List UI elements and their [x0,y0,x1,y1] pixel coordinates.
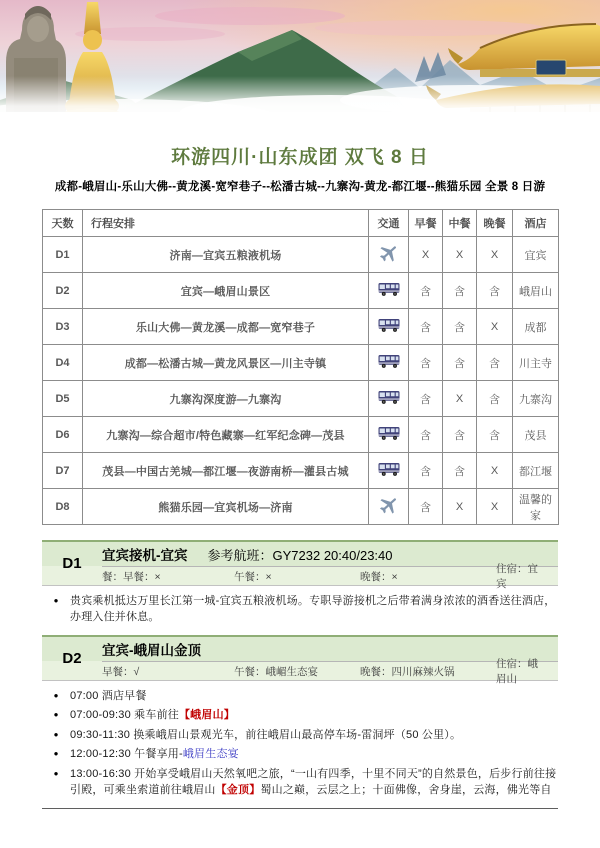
itinerary-row-d4 [43,345,559,381]
bullet-dot: ● [53,768,59,778]
day1-dinner: 晚餐：× [360,570,398,583]
bullet-text: 贵宾乘机抵达万里长江第一城-宜宾五粮液机场。专职导游接机之后带着满身浓浓的酒香送往酒店，办理入住并休息。 [70,594,556,623]
bullet-item [42,686,558,706]
breakfast-cell: X [409,237,443,273]
plan-cell: 茂县—中国古羌城—都江堰—夜游南桥—灌县古城 [83,453,369,489]
day2-lodging: 住宿：峨眉山 [496,658,538,685]
highlight-jinding: 【金顶】 [215,784,261,796]
bullet-item [42,745,558,765]
bullet-dot: ● [53,595,59,605]
hotel-cell: 九寨沟 [513,381,559,417]
lunch-cell: X [443,381,477,417]
day1-label: D1 [62,555,82,572]
bullet-item [42,591,558,627]
plan-cell: 九寨沟—综合超市/特色藏寨—红军纪念碑—茂县 [83,417,369,453]
transport-cell [369,453,409,489]
breakfast-cell: 含 [409,489,443,525]
hero-photo [0,0,600,126]
hotel-cell: 峨眉山 [513,273,559,309]
itinerary-table [42,209,559,525]
bus-icon [377,425,401,441]
highlight-eco-banquet: 峨眉生态宴 [182,748,239,760]
itinerary-row-d6 [43,417,559,453]
day-cell: D3 [43,309,83,345]
breakfast-cell: 含 [409,273,443,309]
day-cell: D6 [43,417,83,453]
day2-title: 宜宾-峨眉山金顶 [102,643,201,658]
bullet-item [42,764,558,800]
lunch-cell: X [443,489,477,525]
breakfast-cell: 含 [409,453,443,489]
hotel-cell: 宜宾 [513,237,559,273]
bus-icon [377,389,401,405]
day2-meals-row [102,658,558,685]
transport-cell [369,417,409,453]
day1-lodging: 住宿：宜宾 [496,563,538,590]
itinerary-rows [43,237,559,525]
breakfast-cell: 含 [409,345,443,381]
bullet-text: 12:00-12:30 午餐享用- [70,748,183,760]
day-cell: D5 [43,381,83,417]
bullet-item [42,725,558,745]
transport-cell [369,345,409,381]
hotel-cell: 茂县 [513,417,559,453]
day2-label: D2 [62,650,82,667]
route-subtitle: 成都-峨眉山-乐山大佛--黄龙溪-宽窄巷子--松潘古城--九寨沟-黄龙-都江堰--熊猫乐园 全景 8 日游 [54,181,546,193]
col-header-plan: 行程安排 [83,210,369,237]
lunch-cell: 含 [443,345,477,381]
breakfast-cell: 含 [409,417,443,453]
day1-meals-row [102,563,558,590]
dinner-cell: 含 [477,381,513,417]
itinerary-row-d5 [43,381,559,417]
itinerary-row-d3 [43,309,559,345]
transport-cell [369,489,409,525]
dinner-cell: 含 [477,417,513,453]
dinner-cell: 含 [477,273,513,309]
lunch-cell: 含 [443,273,477,309]
airplane-icon [378,242,400,264]
col-header-hotel: 酒店 [513,210,559,237]
lunch-cell: 含 [443,309,477,345]
col-header-day: 天数 [43,210,83,237]
transport-cell [369,309,409,345]
highlight-emeishan: 【峨眉山】 [178,709,235,721]
day-cell: D1 [43,237,83,273]
col-header-transport: 交通 [369,210,409,237]
bullet-text: 07:00-09:30 乘车前往 [70,709,179,721]
day-cell: D7 [43,453,83,489]
day-cell: D8 [43,489,83,525]
bullet-dot: ● [53,690,59,700]
day2-dinner: 晚餐：四川麻辣火锅 [360,665,455,678]
breakfast-cell: 含 [409,381,443,417]
lunch-cell: 含 [443,417,477,453]
hotel-cell: 温馨的家 [513,489,559,525]
plan-cell: 乐山大佛—黄龙溪—成都—宽窄巷子 [83,309,369,345]
bus-icon [377,353,401,369]
col-header-breakfast: 早餐 [409,210,443,237]
plan-cell: 九寨沟深度游—九寨沟 [83,381,369,417]
day-cell: D4 [43,345,83,381]
day2-section [42,635,558,685]
bus-icon [377,281,401,297]
day2-bullet-list [42,686,558,800]
plan-cell: 宜宾—峨眉山景区 [83,273,369,309]
day1-flight-info: 参考航班：GY7232 20:40/23:40 [207,547,393,563]
dinner-cell: X [477,237,513,273]
dinner-cell: 含 [477,345,513,381]
day1-bullet-list [42,591,558,627]
day1-title: 宜宾接机-宜宾 [102,548,188,563]
day1-lunch: 午餐：× [234,570,272,583]
transport-cell [369,381,409,417]
plan-cell: 济南—宜宾五粮液机场 [83,237,369,273]
plan-cell: 成都—松潘古城—黄龙风景区—川主寺镇 [83,345,369,381]
col-header-dinner: 晚餐 [477,210,513,237]
bus-icon [377,317,401,333]
breakfast-cell: 含 [409,309,443,345]
hotel-cell: 成都 [513,309,559,345]
bullet-item [42,706,558,726]
page-bottom-rule [42,808,558,809]
itinerary-table-wrap [42,209,558,525]
dinner-cell: X [477,489,513,525]
table-header-row [43,210,559,237]
day2-title-row [102,637,558,661]
day1-header [42,540,558,590]
day-cell: D2 [43,273,83,309]
bullet-text: 07:00 酒店早餐 [70,689,147,702]
hotel-cell: 川主寺 [513,345,559,381]
day2-breakfast: 早餐：√ [102,665,140,678]
bus-icon [377,461,401,477]
day1-section [42,540,558,590]
day2-header [42,635,558,685]
hotel-cell: 都江堰 [513,453,559,489]
day1-title-row [102,542,558,566]
airplane-icon [378,494,400,516]
dinner-cell: X [477,309,513,345]
hero-art [0,0,600,126]
lunch-cell: X [443,237,477,273]
bullet-dot: ● [53,749,59,758]
lunch-cell: 含 [443,453,477,489]
bullet-dot: ● [53,710,59,719]
transport-cell [369,273,409,309]
day2-lunch: 午餐：峨嵋生态宴 [234,665,318,678]
bullet-text: 13:00-16:30 开始享受峨眉山天然氧吧之旅，“一山有四季，十里不同天”的自然景色，后步行前往接引殿，可乘坐索道前往峨眉山 [70,767,557,796]
itinerary-row-d2 [43,273,559,309]
col-header-lunch: 中餐 [443,210,477,237]
page-title: 环游四川·山东成团 双飞 8 日 [171,147,429,168]
dinner-cell: X [477,453,513,489]
transport-cell [369,237,409,273]
day1-breakfast: 餐：早餐：× [102,570,161,583]
bullet-text: 09:30-11:30 换乘峨眉山景观光车，前往峨眉山最高停车场-雷洞坪（50 公里）。 [70,728,462,741]
itinerary-row-d7 [43,453,559,489]
itinerary-row-d1 [43,237,559,273]
bullet-text: 蜀山之巅，云层之上；十面佛像，舍身崖，云海，佛光等自 [260,784,552,796]
plan-cell: 熊猫乐园—宜宾机场—济南 [83,489,369,525]
itinerary-row-d8 [43,489,559,525]
bullet-dot: ● [53,729,59,739]
